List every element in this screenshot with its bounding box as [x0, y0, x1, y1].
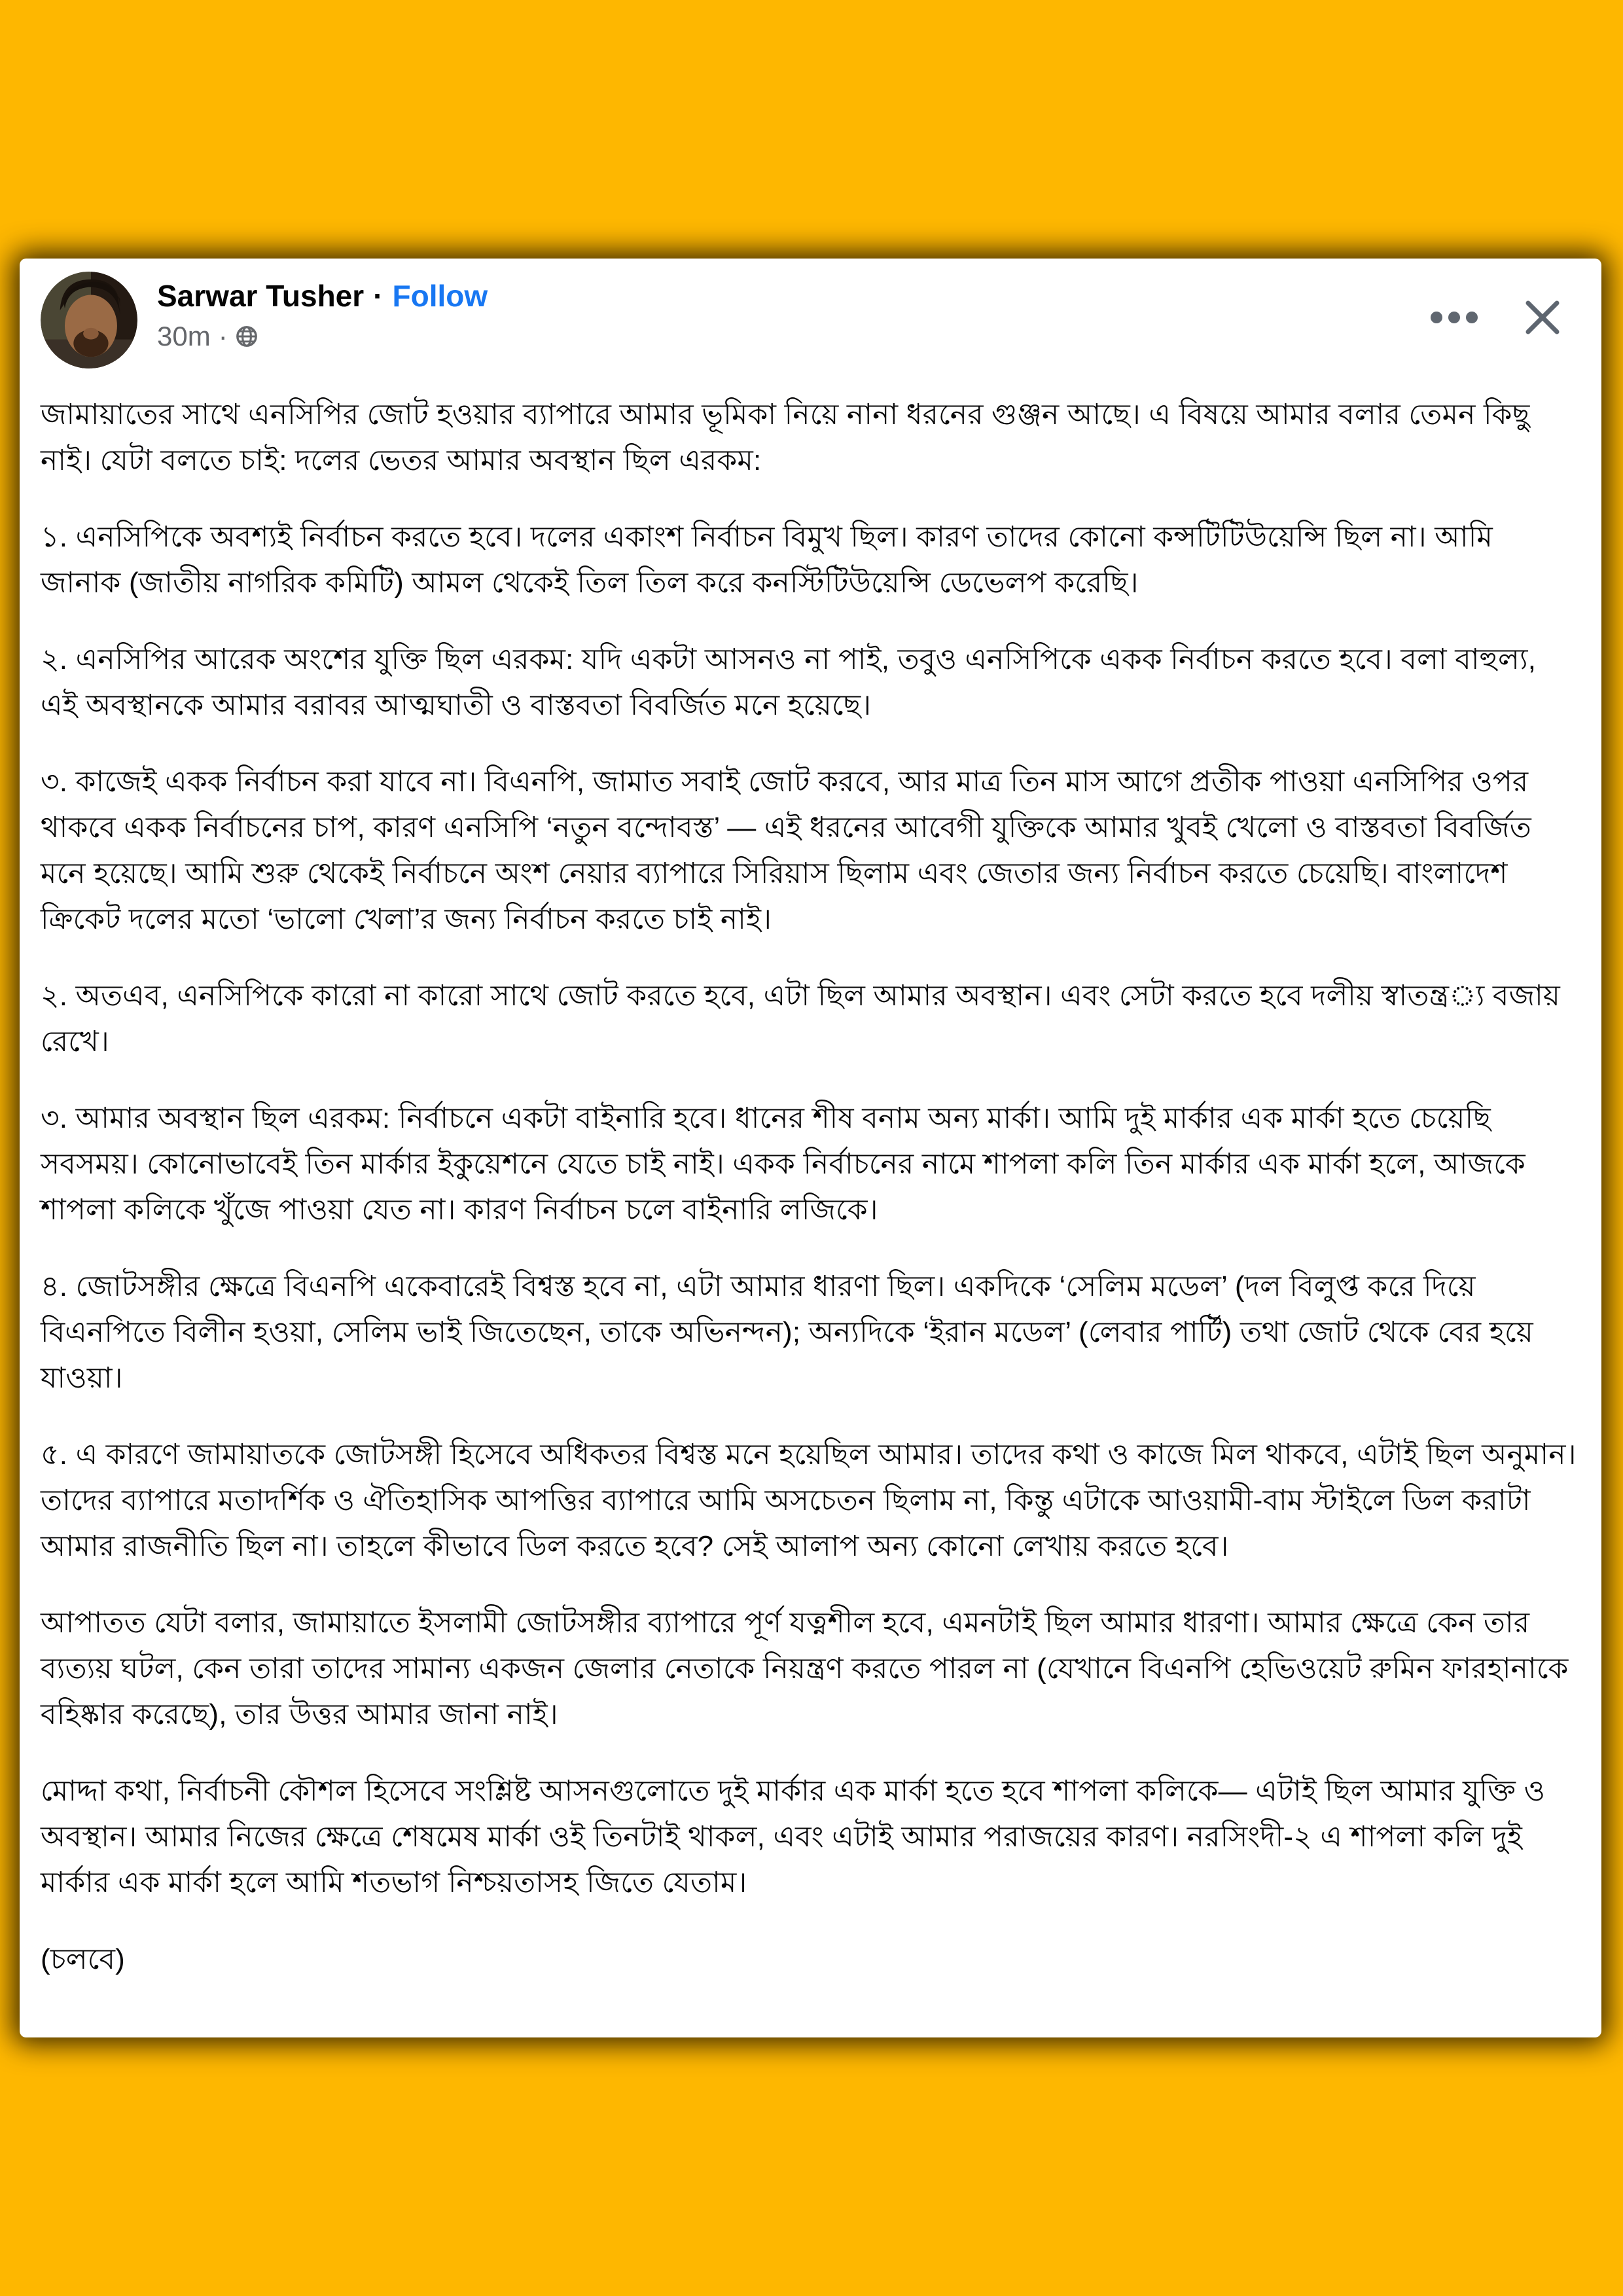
close-button[interactable]	[1523, 298, 1562, 337]
post-paragraph-2: ২. এনসিপির আরেক অংশের যুক্তি ছিল এরকম: যদি একটা আসনও না পাই, তবুও এনসিপিকে একক নির্বাচন করতে হবে। বলা বাহুল্য, এই অবস্থানকে আমার বরাবর আত্মঘাতী ও বাস্তবতা বিবর্জিত মনে হয়েছে।	[41, 643, 1537, 721]
post-paragraph-7: ৫. এ কারণে জামায়াতকে জোটসঙ্গী হিসেবে অধিকতর বিশ্বস্ত মনে হয়েছিল আমার। তাদের কথা ও কাজে মিল থাকবে, এটাই ছিল অনুমান। তাদের ব্যাপারে মতাদর্শিক ও ঐতিহাসিক আপত্তির ব্যাপারে আমি অসচেতন ছিলাম না, কিন্তু এটাকে আওয়ামী-বাম স্টাইলে ডিল করাটা আমার রাজনীতি ছিল না। তাহলে কীভাবে ডিল করতে হবে? সেই আলাপ অন্য কোনো লেখায় করতে হবে।	[41, 1439, 1577, 1562]
globe-icon	[236, 325, 258, 348]
header-text	[157, 272, 488, 352]
post-paragraph-5: ৩. আমার অবস্থান ছিল এরকম: নির্বাচনে একটা বাইনারি হবে। ধানের শীষ বনাম অন্য মার্কা। আমি দুই মার্কার এক মার্কা হতে চেয়েছি সবসময়। কোনোভাবেই তিন মার্কার ইকুয়েশনে যেতে চাই নাই। একক নির্বাচনের নামে শাপলা কলি তিন মার্কার এক মার্কা হলে, আজকে শাপলা কলিকে খুঁজে পাওয়া যেত না। কারণ নির্বাচন চলে বাইনারি লজিকে।	[41, 1102, 1525, 1226]
avatar[interactable]	[41, 272, 137, 368]
facebook-post-card	[20, 259, 1601, 2037]
post-paragraph-8: আপাতত যেটা বলার, জামায়াতে ইসলামী জোটসঙ্গীর ব্যাপারে পূর্ণ যত্নশীল হবে, এমনটাই ছিল আমার ধারণা। আমার ক্ষেত্রে কেন তার ব্যত্যয় ঘটল, কেন তারা তাদের সামান্য একজন জেলার নেতাকে নিয়ন্ত্রণ করতে পারল না (যেখানে বিএনপি হেভিওয়েট রুমিন ফারহানাকে বহিষ্কার করেছে), তার উত্তর আমার জানা নাই।	[41, 1607, 1569, 1731]
post-header	[41, 272, 1580, 368]
ellipsis-icon	[1429, 310, 1480, 325]
post-paragraph-1: ১. এনসিপিকে অবশ্যই নির্বাচন করতে হবে। দলের একাংশ নির্বাচন বিমুখ ছিল। কারণ তাদের কোনো কন্সটিটিউয়েন্সি ছিল না। আমি জানাক (জাতীয় নাগরিক কমিটি) আমল থেকেই তিল তিল করে কনস্টিটিউয়েন্সি ডেভেলপ করেছি।	[41, 521, 1493, 599]
post-body	[41, 392, 1580, 1982]
more-options-button[interactable]	[1429, 310, 1480, 325]
post-paragraph-6: ৪. জোটসঙ্গীর ক্ষেত্রে বিএনপি একেবারেই বিশ্বস্ত হবে না, এটা আমার ধারণা ছিল। একদিকে ‘সেলিম মডেল’ (দল বিলুপ্ত করে দিয়ে বিএনপিতে বিলীন হওয়া, সেলিম ভাই জিতেছেন, তাকে অভিনন্দন); অন্যদিকে ‘ইরান মডেল’ (লেবার পার্টি) তথা জোট থেকে বের হয়ে যাওয়া।	[41, 1270, 1533, 1394]
timestamp: 30m	[157, 321, 211, 352]
post-paragraph-4: ২. অতএব, এনসিপিকে কারো না কারো সাথে জোট করতে হবে, এটা ছিল আমার অবস্থান। এবং সেটা করতে হবে দলীয় স্বাতন্ত্র◌্য বজায় রেখে।	[41, 980, 1561, 1058]
follow-link[interactable]: Follow	[392, 279, 488, 313]
post-paragraph-intro: জামায়াতের সাথে এনসিপির জোট হওয়ার ব্যাপারে আমার ভূমিকা নিয়ে নানা ধরনের গুঞ্জন আছে। এ বিষয়ে আমার বলার তেমন কিছু নাই। যেটা বলতে চাই: দলের ভেতর আমার অবস্থান ছিল এরকম:	[41, 399, 1530, 476]
post-paragraph-9: মোদ্দা কথা, নির্বাচনী কৌশল হিসেবে সংশ্লিষ্ট আসনগুলোতে দুই মার্কার এক মার্কা হতে হবে শাপলা কলিকে— এটাই ছিল আমার যুক্তি ও অবস্থান। আমার নিজের ক্ষেত্রে শেষমেষ মার্কা ওই তিনটাই থাকল, এবং এটাই আমার পরাজয়ের কারণ। নরসিংদী-২ এ শাপলা কলি দুই মার্কার এক মার্কা হলে আমি শতভাগ নিশ্চয়তাসহ জিতে যেতাম।	[41, 1775, 1546, 1899]
avatar-photo	[41, 272, 137, 368]
meta-separator: ·	[218, 321, 228, 352]
post-paragraph-continued: (চলবে)	[41, 1943, 126, 1975]
name-follow-separator: ·	[373, 279, 383, 313]
header-actions	[1429, 272, 1580, 337]
post-paragraph-3: ৩. কাজেই একক নির্বাচন করা যাবে না। বিএনপি, জামাত সবাই জোট করবে, আর মাত্র তিন মাস আগে প্রতীক পাওয়া এনসিপির ওপর থাকবে একক নির্বাচনের চাপ, কারণ এনসিপি ‘নতুন বন্দোবস্ত’ — এই ধরনের আবেগী যুক্তিকে আমার খুবই খেলো ও বাস্তবতা বিবর্জিত মনে হয়েছে। আমি শুরু থেকেই নির্বাচনে অংশ নেয়ার ব্যাপারে সিরিয়াস ছিলাম এবং জেতার জন্য নির্বাচন করতে চেয়েছি। বাংলাদেশ ক্রিকেট দলের মতো ‘ভালো খেলা’র জন্য নির্বাচন করতে চাই নাই।	[41, 766, 1531, 935]
close-icon	[1523, 298, 1562, 337]
author-name[interactable]: Sarwar Tusher	[157, 279, 365, 313]
